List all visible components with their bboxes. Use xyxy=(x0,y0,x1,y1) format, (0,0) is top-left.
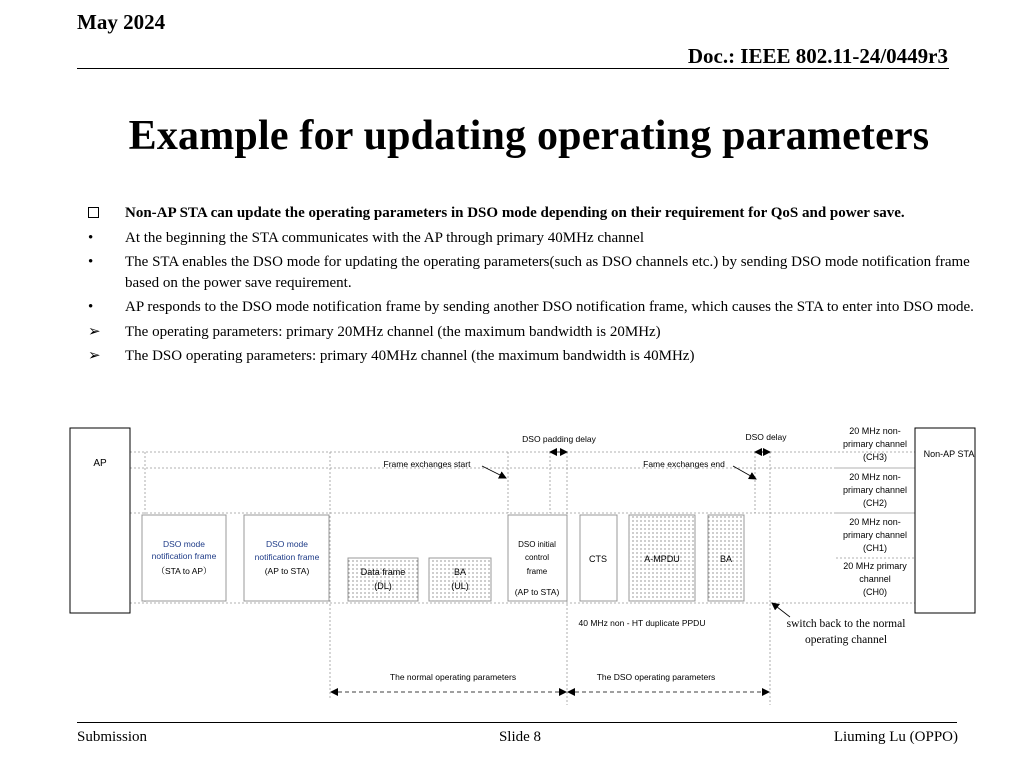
switch-back-line1: switch back to the normal xyxy=(786,618,906,630)
footer-slide-number: Slide 8 xyxy=(498,729,542,745)
slide-title: Example for updating operating parameters xyxy=(128,113,930,159)
channel-ch0-line3: (CH0) xyxy=(863,587,887,597)
channel-ch1-line3: (CH1) xyxy=(863,543,887,553)
bullet-text: The DSO operating parameters: primary 40MHz channel (the maximum bandwidth is 40MHz) xyxy=(125,348,695,364)
dot-bullet-icon: • xyxy=(88,254,94,270)
arrow-bullet-icon: ➢ xyxy=(88,348,101,364)
dso-params-label: The DSO operating parameters xyxy=(596,672,716,682)
bullet-text: At the beginning the STA communicates with the AP through primary 40MHz channel xyxy=(125,229,644,246)
bullet-text: Non-AP STA can update the operating parameters in DSO mode depending on their requirement for QoS and power save. xyxy=(125,205,905,221)
a-mpdu-label: A-MPDU xyxy=(644,554,680,564)
data-frame-dl xyxy=(348,558,418,601)
dot-bullet-icon: • xyxy=(88,299,94,315)
dso-delay-label: DSO delay xyxy=(745,432,787,442)
arrow-bullet-icon: ➢ xyxy=(88,323,101,340)
dso-initial-line4: (AP to STA) xyxy=(514,587,560,597)
channel-ch1-line1: 20 MHz non- xyxy=(849,517,901,527)
ba-ul-line1: BA xyxy=(453,567,467,577)
footer-author: Liuming Lu (OPPO) xyxy=(833,729,958,745)
dot-bullet-icon: • xyxy=(88,229,94,246)
dso-notif-2-line1: DSO mode xyxy=(265,539,309,549)
header-doc-id: Doc.: IEEE 802.11-24/0449r3 xyxy=(687,44,948,68)
channel-ch0-line1: 20 MHz primary xyxy=(843,561,907,571)
channel-ch1-line2: primary channel xyxy=(842,530,908,540)
bullet-text: The STA enables the DSO mode for updating the operating parameters(such as DSO channels etc.) by sending DSO mode notification frame based on the power save requirement. xyxy=(125,254,970,291)
bullet-text: AP responds to the DSO mode notification frame by sending another DSO notification frame, which causes the STA to enter into DSO mode. xyxy=(125,299,974,315)
channel-ch3-line2: primary channel xyxy=(842,439,908,449)
dso-notif-2-line2: notification frame xyxy=(254,552,320,562)
dso-notif-2-line3: (AP to STA) xyxy=(264,566,310,576)
fame-exchanges-end-arrow xyxy=(733,466,756,479)
dso-notif-1-line3: （STA to AP） xyxy=(156,566,212,576)
dso-initial-line2: control xyxy=(524,553,550,562)
data-frame-line1: Data frame xyxy=(360,567,406,577)
ppdu-label: 40 MHz non - HT duplicate PPDU xyxy=(578,618,706,628)
bullet-text: The operating parameters: primary 20MHz channel (the maximum bandwidth is 20MHz) xyxy=(125,323,661,340)
channel-ch3-line1: 20 MHz non- xyxy=(849,426,901,436)
ba-ul-line2: (UL) xyxy=(451,581,469,591)
dso-notif-1-line1: DSO mode xyxy=(162,539,206,549)
channel-ch2-line1: 20 MHz non- xyxy=(849,472,901,482)
footer-divider xyxy=(77,722,957,723)
dso-initial-line3: frame xyxy=(526,567,548,576)
ba-ul-frame xyxy=(429,558,491,601)
frame-exchanges-start-label: Frame exchanges start xyxy=(383,459,471,469)
cts-label: CTS xyxy=(589,554,607,564)
ba-label: BA xyxy=(719,554,733,564)
dso-notif-1-line2: notification frame xyxy=(151,551,217,561)
switch-back-line2: operating channel xyxy=(804,634,888,646)
channel-ch2-line3: (CH2) xyxy=(863,498,887,508)
dso-padding-delay-label: DSO padding delay xyxy=(522,434,596,444)
channel-ch2-line2: primary channel xyxy=(842,485,908,495)
channel-ch0-line2: channel xyxy=(859,574,891,584)
non-ap-sta-label: Non-AP STA xyxy=(923,449,975,459)
data-frame-line2: (DL) xyxy=(374,581,392,591)
ap-node xyxy=(70,428,130,613)
dso-initial-line1: DSO initial xyxy=(518,540,556,549)
footer-submission: Submission xyxy=(77,729,148,745)
fame-exchanges-end-label: Fame exchanges end xyxy=(643,459,725,469)
normal-params-label: The normal operating parameters xyxy=(389,672,517,682)
ap-label: AP xyxy=(93,458,107,469)
switch-back-arrow xyxy=(772,603,790,617)
channel-ch3-line3: (CH3) xyxy=(863,452,887,462)
header-date: May 2024 xyxy=(77,10,166,34)
